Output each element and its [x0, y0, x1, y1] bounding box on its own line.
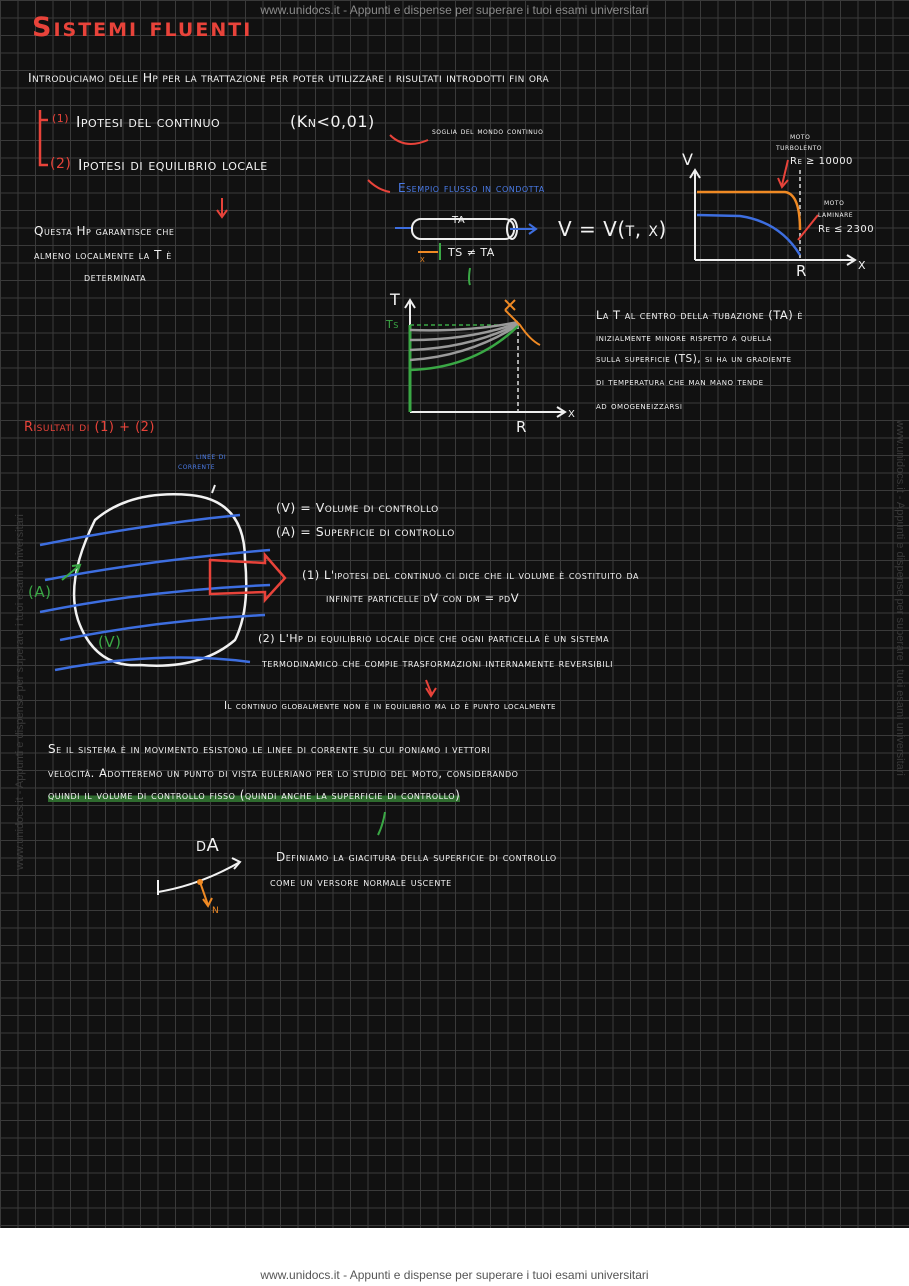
arrow-to-example [368, 180, 390, 192]
stmt1-line-2: infinite particelle dV con dm = ρdV [326, 591, 520, 605]
pipe-label-x: x [420, 254, 426, 265]
laminar-label-1: moto [824, 198, 845, 208]
normal-vector-label: n [212, 902, 220, 917]
temp-text-line-2: inizialmente minore rispetto a quella [596, 332, 772, 344]
stmt1-line-1: (1) L'ipotesi del continuo ci dice che il volume è costituito da [302, 568, 639, 582]
flow-lines-label-2: corrente [178, 462, 215, 472]
intro-line: Introduciamo delle Hp per la trattazione per poter utilizzare i risultati introdotti fin ora [28, 70, 549, 85]
side-watermark-left: www.unidocs.it - Appunti e dispense per superare i tuoi esami universitari [14, 514, 26, 870]
temp-chart-xlabel: x [568, 405, 576, 421]
def-a: (A) = Superficie di controllo [276, 524, 455, 539]
laminar-profile [697, 215, 800, 255]
laminar-label-3: Re ≤ 2300 [818, 224, 875, 235]
hp1-note: soglia del mondo continuo [432, 127, 544, 137]
arrow-to-soglia [390, 135, 428, 144]
temp-chart-ts: Ts [386, 318, 399, 331]
bottom-watermark[interactable]: www.unidocs.it - Appunti e dispense per superare i tuoi esami universitari [260, 1268, 649, 1282]
example-title: Esempio flusso in condotta [398, 181, 545, 195]
stmt2-line-1: (2) L'Hp di equilibrio locale dice che ogni particella è un sistema [258, 632, 610, 645]
da-label: dA [196, 835, 220, 856]
temp-text-line-3: sulla superficie (TS), si ha un gradiente [596, 353, 792, 365]
hp2-note-line-3: determinata [84, 270, 147, 284]
turbulent-label-2: turbolento [776, 143, 822, 153]
pipe-label-ts: TS ≠ TA [448, 246, 495, 259]
temp-text-line-5: ad omogeneizzarsi [596, 400, 683, 412]
turbulent-label-3: Re ≥ 10000 [790, 156, 853, 167]
hp2-text: Ipotesi di equilibrio locale [78, 156, 268, 174]
def-da-line-2: come un versore normale uscente [270, 875, 452, 889]
temp-text-line-4: di temperatura che man mano tende [596, 376, 764, 388]
page-title: Sistemi fluenti [32, 12, 253, 43]
def-da-line-1: Definiamo la giacitura della superficie di controllo [276, 850, 557, 864]
stmt2-line-2: termodinamico che compie trasformazioni internamente reversibili [262, 657, 613, 670]
results-title: Risultati di (1) + (2) [24, 420, 156, 435]
hp2-number: (2) [50, 156, 72, 172]
temperature-profile-chart [405, 300, 565, 417]
side-watermark-right: www.unidocs.it - Appunti e dispense per superare i tuoi esami universitari [894, 420, 906, 776]
hp2-note-line-1: Questa Hp garantisce che [34, 224, 175, 238]
flow-lines-label-1: linee di [196, 452, 227, 461]
vel-chart-ylabel: V [682, 150, 694, 169]
flow-arrow [210, 555, 285, 600]
temp-text-line-1: La T al centro della tubazione (TA) è [596, 308, 803, 322]
hp1-number: (1) [52, 112, 70, 125]
hp1-text: Ipotesi del continuo [76, 113, 221, 131]
velocity-formula: V = V(t, x) [558, 217, 667, 241]
hp2-note-line-2: almeno localmente la T è [34, 248, 172, 262]
vel-chart-xlabel: x [858, 254, 867, 273]
temp-chart-ylabel: T [390, 290, 401, 309]
laminar-label-2: laminare [818, 210, 854, 220]
para-line-2: velocità. Adotteremo un punto di vista euleriano per lo studio del moto, considerando [48, 766, 519, 780]
stmt3: Il continuo globalmente non è in equilibrio ma lo è punto localmente [224, 700, 556, 712]
pipe-label-ta: TA [452, 215, 466, 226]
turbulent-profile [697, 192, 800, 230]
def-v: (V) = Volume di controllo [276, 500, 439, 515]
hp-bracket [40, 110, 48, 165]
turbulent-label-1: moto [790, 132, 811, 141]
arrow-down-para [378, 812, 385, 835]
temp-chart-r: R [516, 418, 527, 436]
label-a: (A) [28, 583, 52, 601]
hp1-formula: (Kn<0,01) [290, 112, 375, 131]
para-line-1: Se il sistema è in movimento esistono le linee di corrente su cui poniamo i vettori [48, 742, 491, 756]
vel-chart-r: R [796, 262, 807, 280]
label-v: (V) [98, 633, 122, 651]
top-watermark[interactable]: www.unidocs.it - Appunti e dispense per superare i tuoi esami universitari [260, 3, 649, 17]
surface-element-sketch [158, 858, 240, 906]
para-line-3: quindi il volume di controllo fisso (quindi anche la superficie di controllo) [48, 788, 461, 802]
